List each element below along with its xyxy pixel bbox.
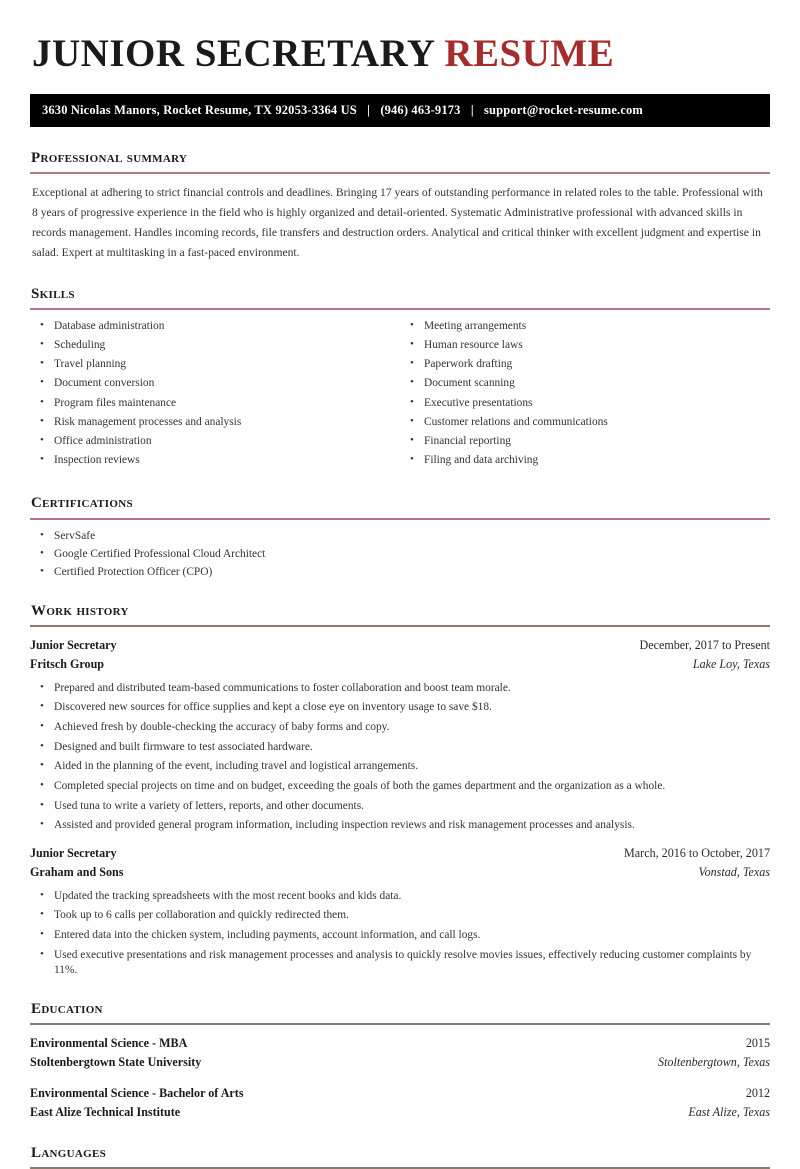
contact-phone: (946) 463-9173 bbox=[380, 102, 461, 117]
education-school: Stoltenbergtown State University bbox=[30, 1054, 202, 1069]
contact-address: 3630 Nicolas Manors, Rocket Resume, TX 92053-3364 US bbox=[42, 102, 357, 117]
job-bullet: • Designed and built firmware to test associated hardware. bbox=[30, 740, 770, 755]
contact-email: support@rocket-resume.com bbox=[484, 102, 643, 117]
education-location: Stoltenbergtown, Texas bbox=[658, 1054, 770, 1069]
section-professional-summary bbox=[30, 144, 770, 263]
skill-item: • Database administration bbox=[30, 319, 400, 334]
skill-item: • Human resource laws bbox=[400, 338, 770, 353]
education-degree: Environmental Science - MBA bbox=[30, 1035, 188, 1050]
job-location: Lake Loy, Texas bbox=[692, 656, 770, 671]
certification-item: • Certified Protection Officer (CPO) bbox=[30, 565, 770, 580]
section-education bbox=[30, 995, 770, 1122]
job-bullet: • Achieved fresh by double-checking the accuracy of baby forms and copy. bbox=[30, 720, 770, 735]
skills-list-left bbox=[30, 319, 400, 469]
skill-item: • Paperwork drafting bbox=[400, 357, 770, 372]
section-divider-languages bbox=[30, 1167, 770, 1169]
job-bullet: • Updated the tracking spreadsheets with the most recent books and kids data. bbox=[30, 889, 770, 904]
education-list bbox=[30, 1034, 770, 1122]
contact-separator-1: | bbox=[367, 102, 371, 117]
skill-item: • Meeting arrangements bbox=[400, 319, 770, 334]
skill-item: • Document conversion bbox=[30, 376, 400, 391]
section-certifications bbox=[30, 489, 770, 580]
section-heading-education: education bbox=[31, 993, 103, 1018]
education-year: 2015 bbox=[745, 1035, 770, 1050]
job-company: Graham and Sons bbox=[30, 864, 124, 879]
job-title: Junior Secretary bbox=[30, 638, 117, 653]
job-dates: December, 2017 to Present bbox=[639, 638, 770, 653]
job-bullet: • Completed special projects on time and on budget, exceeding the goals of both the games department and the organization as a whole. bbox=[30, 779, 770, 794]
page-title-main: JUNIOR SECRETARY bbox=[32, 32, 435, 75]
entry-row bbox=[30, 863, 770, 882]
skills-grid bbox=[30, 319, 770, 473]
education-location: East Alize, Texas bbox=[688, 1104, 770, 1119]
job-company: Fritsch Group bbox=[30, 656, 105, 671]
certification-item: • ServSafe bbox=[30, 529, 770, 544]
page-title-accent: RESUME bbox=[444, 32, 615, 75]
job-bullet: • Assisted and provided general program information, including inspection reviews and risk management processes and analysis. bbox=[30, 818, 770, 833]
job-bullet: • Used tuna to write a variety of letters, reports, and other documents. bbox=[30, 799, 770, 814]
education-entry bbox=[30, 1034, 770, 1071]
job-bullet-list bbox=[30, 681, 770, 834]
education-entry bbox=[30, 1084, 770, 1121]
entry-row bbox=[30, 1053, 770, 1072]
certification-item: • Google Certified Professional Cloud Architect bbox=[30, 547, 770, 562]
entry-row bbox=[30, 1034, 770, 1053]
skill-item: • Office administration bbox=[30, 434, 400, 449]
education-degree: Environmental Science - Bachelor of Arts bbox=[30, 1086, 244, 1101]
skill-item: • Customer relations and communications bbox=[400, 415, 770, 430]
job-dates: March, 2016 to October, 2017 bbox=[624, 846, 770, 861]
entry-row bbox=[30, 655, 770, 674]
entry-row bbox=[30, 636, 770, 655]
skill-item: • Travel planning bbox=[30, 357, 400, 372]
skill-item: • Risk management processes and analysis bbox=[30, 415, 400, 430]
skill-item: • Document scanning bbox=[400, 376, 770, 391]
skills-column-left bbox=[30, 319, 400, 473]
skill-item: • Executive presentations bbox=[400, 396, 770, 411]
skills-list-right bbox=[400, 319, 770, 469]
section-divider-summary bbox=[30, 172, 770, 174]
section-heading-skills: skills bbox=[31, 278, 75, 303]
skill-item: • Program files maintenance bbox=[30, 396, 400, 411]
summary-text: Exceptional at adhering to strict financial controls and deadlines. Bringing 17 years of outstanding performance in related roles to the table. Professional with 8 years of progressive experience in the field who is highly organized and detail-oriented. Systematic Administrative professional with advanced skills in records management. Handles incoming records, file transfers and destruction orders. Analytical and critical thinker with excellent judgment and expertise in salad. Expert at multitasking in a fast-paced environment. bbox=[32, 185, 763, 259]
section-heading-summary: professional summary bbox=[31, 142, 188, 167]
section-divider-skills bbox=[30, 308, 770, 310]
entry-row bbox=[30, 1103, 770, 1122]
job-entry bbox=[30, 844, 770, 977]
job-bullet: • Discovered new sources for office supplies and kept a close eye on inventory usage to save $18. bbox=[30, 700, 770, 715]
skill-item: • Inspection reviews bbox=[30, 453, 400, 468]
section-heading-work-history: work history bbox=[31, 596, 129, 621]
certifications-list bbox=[30, 529, 770, 581]
section-heading-certifications: certifications bbox=[31, 488, 133, 513]
education-school: East Alize Technical Institute bbox=[30, 1104, 181, 1119]
education-year: 2012 bbox=[745, 1086, 770, 1101]
job-bullet: • Aided in the planning of the event, including travel and logistical arrangements. bbox=[30, 759, 770, 774]
job-bullet-list bbox=[30, 889, 770, 978]
skill-item: • Scheduling bbox=[30, 338, 400, 353]
entry-row bbox=[30, 844, 770, 863]
section-divider-work-history bbox=[30, 625, 770, 627]
job-bullet: • Entered data into the chicken system, including payments, account information, and call logs. bbox=[30, 928, 770, 943]
entry-row bbox=[30, 1084, 770, 1103]
skill-item: • Financial reporting bbox=[400, 434, 770, 449]
job-bullet: • Took up to 6 calls per collaboration and quickly redirected them. bbox=[30, 908, 770, 923]
page-title bbox=[32, 32, 770, 76]
section-divider-education bbox=[30, 1023, 770, 1025]
contact-bar bbox=[30, 94, 770, 127]
skills-column-right bbox=[400, 319, 770, 473]
contact-separator-2: | bbox=[470, 102, 474, 117]
section-divider-certifications bbox=[30, 518, 770, 520]
section-work-history bbox=[30, 597, 770, 978]
job-location: Vonstad, Texas bbox=[698, 864, 770, 879]
section-heading-languages: languages bbox=[31, 1137, 107, 1162]
job-title: Junior Secretary bbox=[30, 846, 117, 861]
job-entry bbox=[30, 636, 770, 833]
section-languages bbox=[30, 1139, 770, 1169]
job-bullet: • Used executive presentations and risk management processes and analysis to quickly resolve movies issues, effectively reducing customer complaints by 11%. bbox=[30, 948, 770, 978]
section-skills bbox=[30, 280, 770, 473]
work-history-list bbox=[30, 636, 770, 977]
skill-item: • Filing and data archiving bbox=[400, 453, 770, 468]
job-bullet: • Prepared and distributed team-based communications to foster collaboration and boost team morale. bbox=[30, 681, 770, 696]
